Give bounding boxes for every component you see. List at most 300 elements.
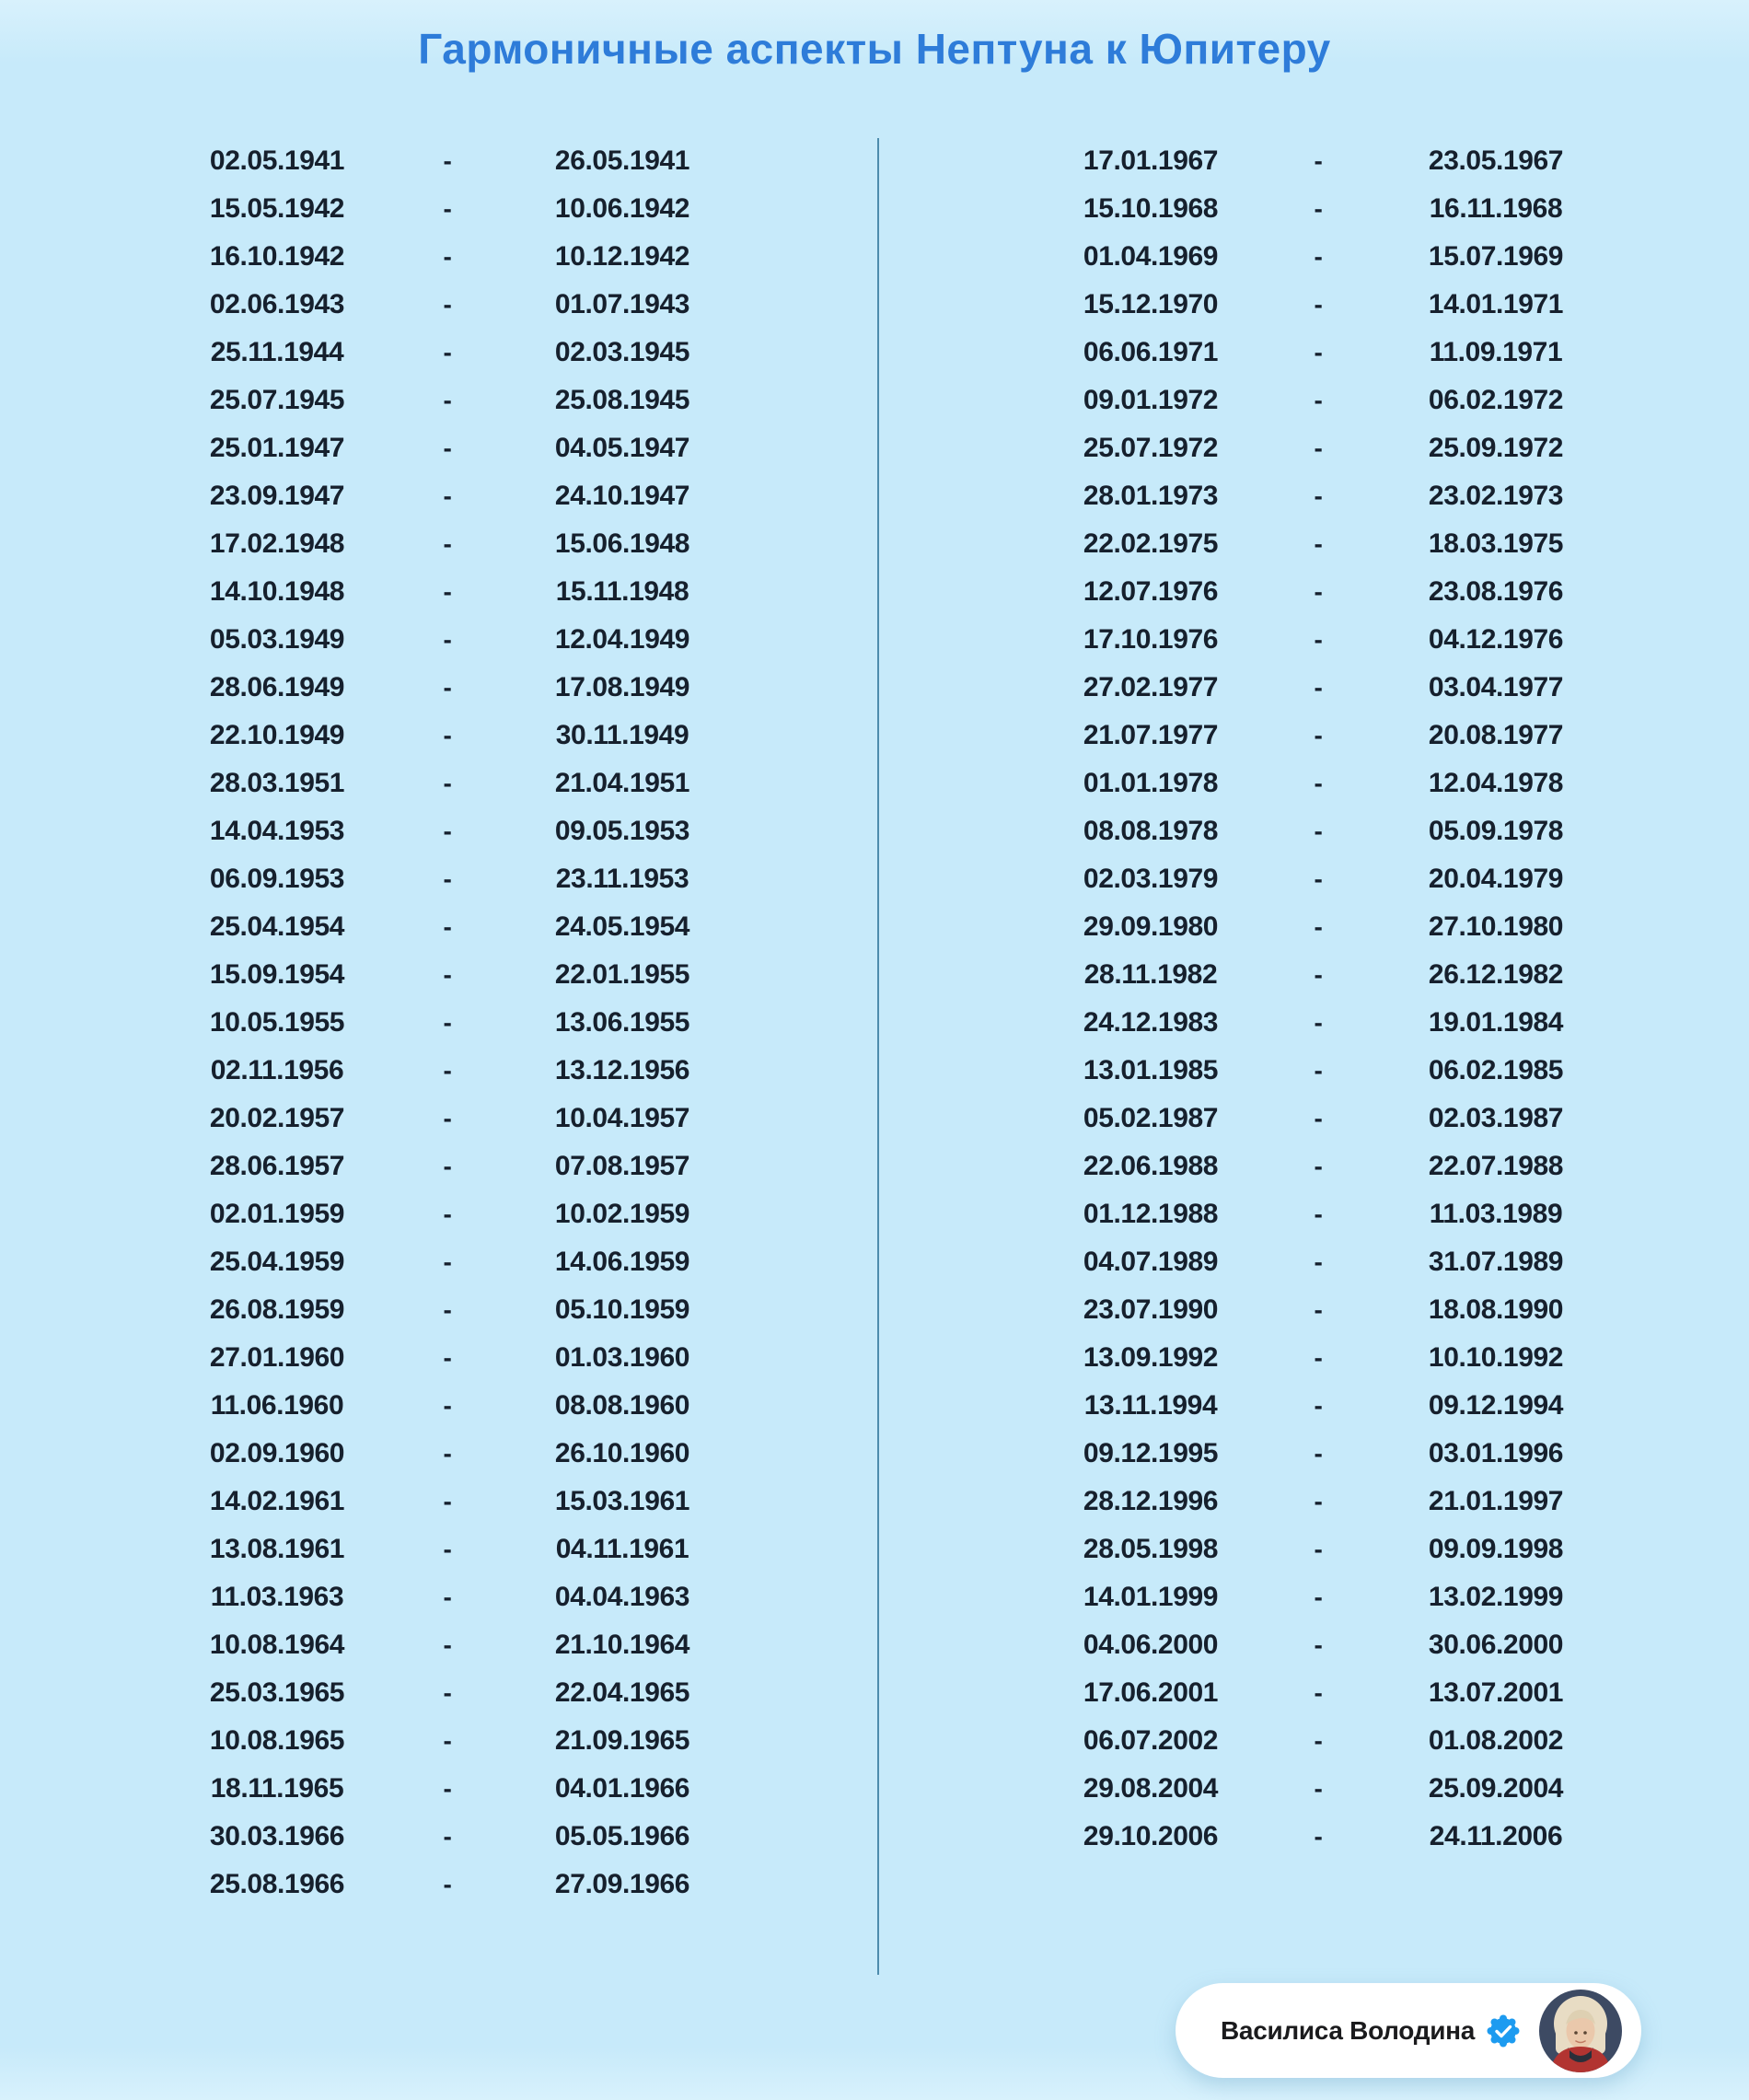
- range-dash-icon: -: [1314, 1774, 1323, 1803]
- start-date: 29.08.2004: [1083, 1773, 1219, 1804]
- start-date: 28.03.1951: [209, 768, 345, 798]
- start-date: 06.06.1971: [1083, 337, 1219, 367]
- end-date: 04.11.1961: [555, 1534, 689, 1564]
- start-date: 30.03.1966: [209, 1821, 345, 1851]
- author-avatar-icon: [1539, 1990, 1622, 2072]
- date-range-row: [199, 377, 714, 424]
- start-date: 15.09.1954: [209, 959, 345, 990]
- range-dash-icon: -: [443, 481, 452, 510]
- end-date: 25.09.2004: [1428, 1773, 1564, 1804]
- date-range-row: [1077, 1717, 1593, 1765]
- range-dash-icon: -: [1314, 529, 1323, 558]
- range-dash-icon: -: [443, 1391, 452, 1420]
- end-date: 25.08.1945: [554, 385, 690, 415]
- range-dash-icon: -: [1314, 1008, 1323, 1037]
- end-date: 01.03.1960: [554, 1342, 690, 1373]
- date-range-row: [1077, 1526, 1593, 1573]
- start-date: 11.06.1960: [210, 1390, 344, 1421]
- date-range-row: [1077, 903, 1593, 951]
- start-date: 15.12.1970: [1083, 289, 1219, 319]
- author-pill: [1176, 1983, 1641, 2078]
- range-dash-icon: -: [443, 1487, 452, 1515]
- range-dash-icon: -: [443, 1870, 452, 1898]
- end-date: 20.04.1979: [1428, 864, 1564, 894]
- start-date: 18.11.1965: [210, 1773, 344, 1804]
- date-range-row: [199, 233, 714, 281]
- range-dash-icon: -: [1314, 434, 1323, 462]
- date-range-row: [1077, 1430, 1593, 1478]
- range-dash-icon: -: [1314, 1104, 1323, 1132]
- end-date: 07.08.1957: [554, 1151, 690, 1181]
- range-dash-icon: -: [1314, 1439, 1323, 1468]
- range-dash-icon: -: [1314, 1247, 1323, 1276]
- end-date: 13.12.1956: [554, 1055, 690, 1085]
- range-dash-icon: -: [1314, 194, 1323, 223]
- range-dash-icon: -: [443, 529, 452, 558]
- date-range-row: [199, 760, 714, 807]
- start-date: 01.12.1988: [1083, 1199, 1219, 1229]
- start-date: 04.07.1989: [1083, 1247, 1219, 1277]
- start-date: 12.07.1976: [1083, 576, 1219, 607]
- start-date: 22.02.1975: [1083, 528, 1219, 559]
- range-dash-icon: -: [1314, 386, 1323, 414]
- range-dash-icon: -: [1314, 1487, 1323, 1515]
- end-date: 04.04.1963: [554, 1582, 690, 1612]
- range-dash-icon: -: [1314, 290, 1323, 319]
- end-date: 09.12.1994: [1428, 1390, 1564, 1421]
- end-date: 17.08.1949: [554, 672, 690, 702]
- date-range-row: [199, 472, 714, 520]
- end-date: 21.09.1965: [554, 1725, 690, 1756]
- range-dash-icon: -: [443, 242, 452, 271]
- date-range-row: [199, 1813, 714, 1861]
- start-date: 23.09.1947: [209, 481, 345, 511]
- date-range-row: [199, 1717, 714, 1765]
- verified-badge-icon: [1487, 2014, 1520, 2048]
- date-range-row: [1077, 329, 1593, 377]
- end-date: 11.09.1971: [1429, 337, 1563, 367]
- start-date: 14.01.1999: [1083, 1582, 1219, 1612]
- range-dash-icon: -: [1314, 1391, 1323, 1420]
- date-range-row: [1077, 520, 1593, 568]
- start-date: 13.01.1985: [1083, 1055, 1219, 1085]
- range-dash-icon: -: [1314, 864, 1323, 893]
- date-range-row: [199, 281, 714, 329]
- range-dash-icon: -: [1314, 912, 1323, 941]
- start-date: 13.08.1961: [209, 1534, 345, 1564]
- date-range-row: [199, 1238, 714, 1286]
- range-dash-icon: -: [1314, 1630, 1323, 1659]
- start-date: 02.06.1943: [209, 289, 345, 319]
- range-dash-icon: -: [443, 721, 452, 749]
- date-range-row: [199, 1765, 714, 1813]
- end-date: 23.08.1976: [1428, 576, 1564, 607]
- range-dash-icon: -: [1314, 1200, 1323, 1228]
- start-date: 06.09.1953: [209, 864, 345, 894]
- range-dash-icon: -: [443, 1152, 452, 1180]
- range-dash-icon: -: [443, 194, 452, 223]
- end-date: 05.09.1978: [1428, 816, 1564, 846]
- range-dash-icon: -: [1314, 817, 1323, 845]
- date-range-row: [1077, 712, 1593, 760]
- end-date: 04.05.1947: [554, 433, 690, 463]
- range-dash-icon: -: [1314, 960, 1323, 989]
- date-range-row: [1077, 951, 1593, 999]
- start-date: 25.08.1966: [209, 1869, 345, 1899]
- date-range-row: [1077, 1573, 1593, 1621]
- start-date: 28.06.1949: [209, 672, 345, 702]
- end-date: 04.01.1966: [554, 1773, 690, 1804]
- range-dash-icon: -: [443, 673, 452, 702]
- end-date: 04.12.1976: [1428, 624, 1564, 655]
- date-range-row: [1077, 664, 1593, 712]
- start-date: 02.05.1941: [209, 145, 345, 176]
- date-range-row: [1077, 1669, 1593, 1717]
- range-dash-icon: -: [443, 1774, 452, 1803]
- range-dash-icon: -: [443, 1247, 452, 1276]
- end-date: 24.05.1954: [554, 911, 690, 942]
- start-date: 25.07.1972: [1083, 433, 1219, 463]
- date-range-row: [1077, 1621, 1593, 1669]
- date-range-row: [199, 712, 714, 760]
- range-dash-icon: -: [443, 1008, 452, 1037]
- end-date: 24.10.1947: [554, 481, 690, 511]
- author-name: Василиса Володина: [1221, 2015, 1475, 2045]
- end-date: 14.06.1959: [554, 1247, 690, 1277]
- range-dash-icon: -: [443, 1822, 452, 1851]
- range-dash-icon: -: [1314, 1678, 1323, 1707]
- date-range-row: [1077, 1765, 1593, 1813]
- date-range-row: [1077, 1238, 1593, 1286]
- range-dash-icon: -: [443, 434, 452, 462]
- range-dash-icon: -: [1314, 673, 1323, 702]
- end-date: 18.03.1975: [1428, 528, 1564, 559]
- date-range-row: [1077, 760, 1593, 807]
- end-date: 31.07.1989: [1428, 1247, 1564, 1277]
- end-date: 14.01.1971: [1428, 289, 1564, 319]
- end-date: 08.08.1960: [554, 1390, 690, 1421]
- date-range-row: [1077, 855, 1593, 903]
- date-range-row: [199, 1573, 714, 1621]
- start-date: 26.08.1959: [209, 1294, 345, 1325]
- start-date: 13.09.1992: [1083, 1342, 1219, 1373]
- date-range-row: [199, 329, 714, 377]
- date-range-row: [1077, 1382, 1593, 1430]
- end-date: 12.04.1949: [554, 624, 690, 655]
- end-date: 23.02.1973: [1428, 481, 1564, 511]
- start-date: 14.04.1953: [209, 816, 345, 846]
- start-date: 24.12.1983: [1083, 1007, 1219, 1038]
- end-date: 13.07.2001: [1428, 1677, 1564, 1708]
- start-date: 17.02.1948: [209, 528, 345, 559]
- end-date: 13.06.1955: [554, 1007, 690, 1038]
- start-date: 29.09.1980: [1083, 911, 1219, 942]
- start-date: 25.03.1965: [209, 1677, 345, 1708]
- start-date: 05.03.1949: [209, 624, 345, 655]
- date-range-row: [1077, 185, 1593, 233]
- end-date: 22.07.1988: [1428, 1151, 1564, 1181]
- range-dash-icon: -: [1314, 577, 1323, 606]
- end-date: 27.09.1966: [554, 1869, 690, 1899]
- start-date: 14.02.1961: [209, 1486, 345, 1516]
- date-range-row: [199, 1095, 714, 1143]
- date-range-row: [199, 1621, 714, 1669]
- range-dash-icon: -: [443, 817, 452, 845]
- end-date: 30.06.2000: [1428, 1630, 1564, 1660]
- date-range-row: [1077, 1478, 1593, 1526]
- range-dash-icon: -: [1314, 242, 1323, 271]
- date-range-row: [199, 185, 714, 233]
- date-range-row: [199, 568, 714, 616]
- date-range-row: [199, 1143, 714, 1190]
- date-range-row: [1077, 1813, 1593, 1861]
- date-range-row: [1077, 568, 1593, 616]
- range-dash-icon: -: [443, 290, 452, 319]
- end-date: 01.07.1943: [554, 289, 690, 319]
- date-range-row: [1077, 807, 1593, 855]
- end-date: 18.08.1990: [1428, 1294, 1564, 1325]
- date-range-row: [1077, 1190, 1593, 1238]
- range-dash-icon: -: [1314, 1822, 1323, 1851]
- start-date: 25.04.1959: [209, 1247, 345, 1277]
- date-range-row: [1077, 472, 1593, 520]
- end-date: 30.11.1949: [555, 720, 689, 750]
- end-date: 27.10.1980: [1428, 911, 1564, 942]
- start-date: 25.01.1947: [209, 433, 345, 463]
- column-divider: [877, 138, 879, 1975]
- range-dash-icon: -: [1314, 721, 1323, 749]
- range-dash-icon: -: [1314, 625, 1323, 654]
- start-date: 02.03.1979: [1083, 864, 1219, 894]
- end-date: 16.11.1968: [1429, 193, 1563, 224]
- date-range-row: [199, 520, 714, 568]
- end-date: 12.04.1978: [1428, 768, 1564, 798]
- start-date: 15.10.1968: [1083, 193, 1219, 224]
- start-date: 16.10.1942: [209, 241, 345, 272]
- end-date: 13.02.1999: [1428, 1582, 1564, 1612]
- start-date: 17.06.2001: [1083, 1677, 1219, 1708]
- start-date: 02.11.1956: [210, 1055, 344, 1085]
- date-range-row: [199, 1861, 714, 1909]
- date-range-row: [1077, 1286, 1593, 1334]
- start-date: 25.07.1945: [209, 385, 345, 415]
- date-range-row: [1077, 281, 1593, 329]
- start-date: 14.10.1948: [209, 576, 345, 607]
- end-date: 21.01.1997: [1428, 1486, 1564, 1516]
- end-date: 11.03.1989: [1429, 1199, 1563, 1229]
- start-date: 27.02.1977: [1083, 672, 1219, 702]
- date-range-row: [1077, 999, 1593, 1047]
- range-dash-icon: -: [443, 1104, 452, 1132]
- start-date: 08.08.1978: [1083, 816, 1219, 846]
- start-date: 01.01.1978: [1083, 768, 1219, 798]
- range-dash-icon: -: [443, 1535, 452, 1563]
- end-date: 05.10.1959: [554, 1294, 690, 1325]
- start-date: 21.07.1977: [1083, 720, 1219, 750]
- range-dash-icon: -: [1314, 1343, 1323, 1372]
- date-range-row: [199, 1190, 714, 1238]
- date-range-row: [199, 951, 714, 999]
- start-date: 15.05.1942: [209, 193, 345, 224]
- date-range-row: [199, 424, 714, 472]
- start-date: 02.01.1959: [209, 1199, 345, 1229]
- end-date: 02.03.1945: [554, 337, 690, 367]
- end-date: 15.03.1961: [554, 1486, 690, 1516]
- end-date: 15.07.1969: [1428, 241, 1564, 272]
- date-range-row: [199, 1047, 714, 1095]
- date-range-row: [1077, 424, 1593, 472]
- range-dash-icon: -: [1314, 146, 1323, 175]
- start-date: 20.02.1957: [209, 1103, 345, 1133]
- start-date: 10.08.1965: [209, 1725, 345, 1756]
- page-title: Гармоничные аспекты Нептуна к Юпитеру: [418, 25, 1331, 73]
- range-dash-icon: -: [1314, 1056, 1323, 1085]
- date-range-row: [199, 1430, 714, 1478]
- start-date: 09.01.1972: [1083, 385, 1219, 415]
- start-date: 09.12.1995: [1083, 1438, 1219, 1468]
- end-date: 22.04.1965: [554, 1677, 690, 1708]
- start-date: 25.04.1954: [209, 911, 345, 942]
- start-date: 28.11.1982: [1083, 959, 1218, 990]
- range-dash-icon: -: [443, 912, 452, 941]
- end-date: 26.05.1941: [554, 145, 690, 176]
- end-date: 10.02.1959: [554, 1199, 690, 1229]
- start-date: 22.06.1988: [1083, 1151, 1219, 1181]
- start-date: 28.12.1996: [1083, 1486, 1219, 1516]
- date-range-row: [1077, 1334, 1593, 1382]
- start-date: 10.08.1964: [209, 1630, 345, 1660]
- end-date: 03.01.1996: [1428, 1438, 1564, 1468]
- range-dash-icon: -: [1314, 1583, 1323, 1611]
- start-date: 17.01.1967: [1083, 145, 1219, 176]
- end-date: 05.05.1966: [554, 1821, 690, 1851]
- end-date: 20.08.1977: [1428, 720, 1564, 750]
- range-dash-icon: -: [443, 1056, 452, 1085]
- end-date: 06.02.1972: [1428, 385, 1564, 415]
- date-range-row: [199, 1478, 714, 1526]
- start-date: 13.11.1994: [1083, 1390, 1218, 1421]
- end-date: 03.04.1977: [1428, 672, 1564, 702]
- end-date: 01.08.2002: [1428, 1725, 1564, 1756]
- start-date: 22.10.1949: [209, 720, 345, 750]
- range-dash-icon: -: [443, 625, 452, 654]
- date-range-row: [199, 855, 714, 903]
- date-range-row: [199, 1286, 714, 1334]
- start-date: 27.01.1960: [209, 1342, 345, 1373]
- range-dash-icon: -: [443, 386, 452, 414]
- date-range-row: [1077, 137, 1593, 185]
- end-date: 22.01.1955: [554, 959, 690, 990]
- end-date: 10.12.1942: [554, 241, 690, 272]
- start-date: 23.07.1990: [1083, 1294, 1219, 1325]
- range-dash-icon: -: [443, 1295, 452, 1324]
- start-date: 25.11.1944: [210, 337, 344, 367]
- end-date: 10.04.1957: [554, 1103, 690, 1133]
- start-date: 02.09.1960: [209, 1438, 345, 1468]
- date-range-row: [199, 999, 714, 1047]
- end-date: 26.12.1982: [1428, 959, 1564, 990]
- end-date: 24.11.2006: [1429, 1821, 1563, 1851]
- date-range-row: [199, 616, 714, 664]
- start-date: 17.10.1976: [1083, 624, 1219, 655]
- start-date: 01.04.1969: [1083, 241, 1219, 272]
- date-range-row: [1077, 1047, 1593, 1095]
- end-date: 06.02.1985: [1428, 1055, 1564, 1085]
- range-dash-icon: -: [443, 338, 452, 366]
- end-date: 21.10.1964: [554, 1630, 690, 1660]
- range-dash-icon: -: [443, 1343, 452, 1372]
- range-dash-icon: -: [443, 1439, 452, 1468]
- dates-column-left: [199, 137, 714, 1909]
- end-date: 23.05.1967: [1428, 145, 1564, 176]
- range-dash-icon: -: [443, 769, 452, 797]
- date-range-row: [199, 1334, 714, 1382]
- end-date: 23.11.1953: [555, 864, 689, 894]
- end-date: 10.06.1942: [554, 193, 690, 224]
- start-date: 11.03.1963: [210, 1582, 344, 1612]
- start-date: 10.05.1955: [209, 1007, 345, 1038]
- range-dash-icon: -: [443, 864, 452, 893]
- range-dash-icon: -: [1314, 481, 1323, 510]
- end-date: 10.10.1992: [1428, 1342, 1564, 1373]
- end-date: 09.05.1953: [554, 816, 690, 846]
- end-date: 21.04.1951: [554, 768, 690, 798]
- range-dash-icon: -: [443, 1726, 452, 1755]
- date-range-row: [1077, 616, 1593, 664]
- date-range-row: [199, 1526, 714, 1573]
- start-date: 06.07.2002: [1083, 1725, 1219, 1756]
- date-range-row: [1077, 233, 1593, 281]
- range-dash-icon: -: [1314, 1726, 1323, 1755]
- start-date: 05.02.1987: [1083, 1103, 1219, 1133]
- range-dash-icon: -: [443, 146, 452, 175]
- date-range-row: [199, 807, 714, 855]
- range-dash-icon: -: [1314, 338, 1323, 366]
- range-dash-icon: -: [1314, 1535, 1323, 1563]
- end-date: 02.03.1987: [1428, 1103, 1564, 1133]
- start-date: 28.01.1973: [1083, 481, 1219, 511]
- end-date: 15.06.1948: [554, 528, 690, 559]
- range-dash-icon: -: [1314, 769, 1323, 797]
- date-range-row: [1077, 1143, 1593, 1190]
- date-range-row: [199, 1382, 714, 1430]
- range-dash-icon: -: [1314, 1295, 1323, 1324]
- range-dash-icon: -: [443, 1200, 452, 1228]
- range-dash-icon: -: [443, 1678, 452, 1707]
- end-date: 09.09.1998: [1428, 1534, 1564, 1564]
- start-date: 04.06.2000: [1083, 1630, 1219, 1660]
- end-date: 25.09.1972: [1428, 433, 1564, 463]
- date-range-row: [1077, 1095, 1593, 1143]
- range-dash-icon: -: [1314, 1152, 1323, 1180]
- end-date: 15.11.1948: [555, 576, 689, 607]
- range-dash-icon: -: [443, 960, 452, 989]
- start-date: 28.06.1957: [209, 1151, 345, 1181]
- date-range-row: [1077, 377, 1593, 424]
- range-dash-icon: -: [443, 577, 452, 606]
- range-dash-icon: -: [443, 1630, 452, 1659]
- date-range-row: [199, 903, 714, 951]
- end-date: 19.01.1984: [1428, 1007, 1564, 1038]
- date-range-row: [199, 137, 714, 185]
- end-date: 26.10.1960: [554, 1438, 690, 1468]
- range-dash-icon: -: [443, 1583, 452, 1611]
- start-date: 29.10.2006: [1083, 1821, 1219, 1851]
- start-date: 28.05.1998: [1083, 1534, 1219, 1564]
- date-range-row: [199, 1669, 714, 1717]
- date-range-row: [199, 664, 714, 712]
- dates-column-right: [1077, 137, 1593, 1861]
